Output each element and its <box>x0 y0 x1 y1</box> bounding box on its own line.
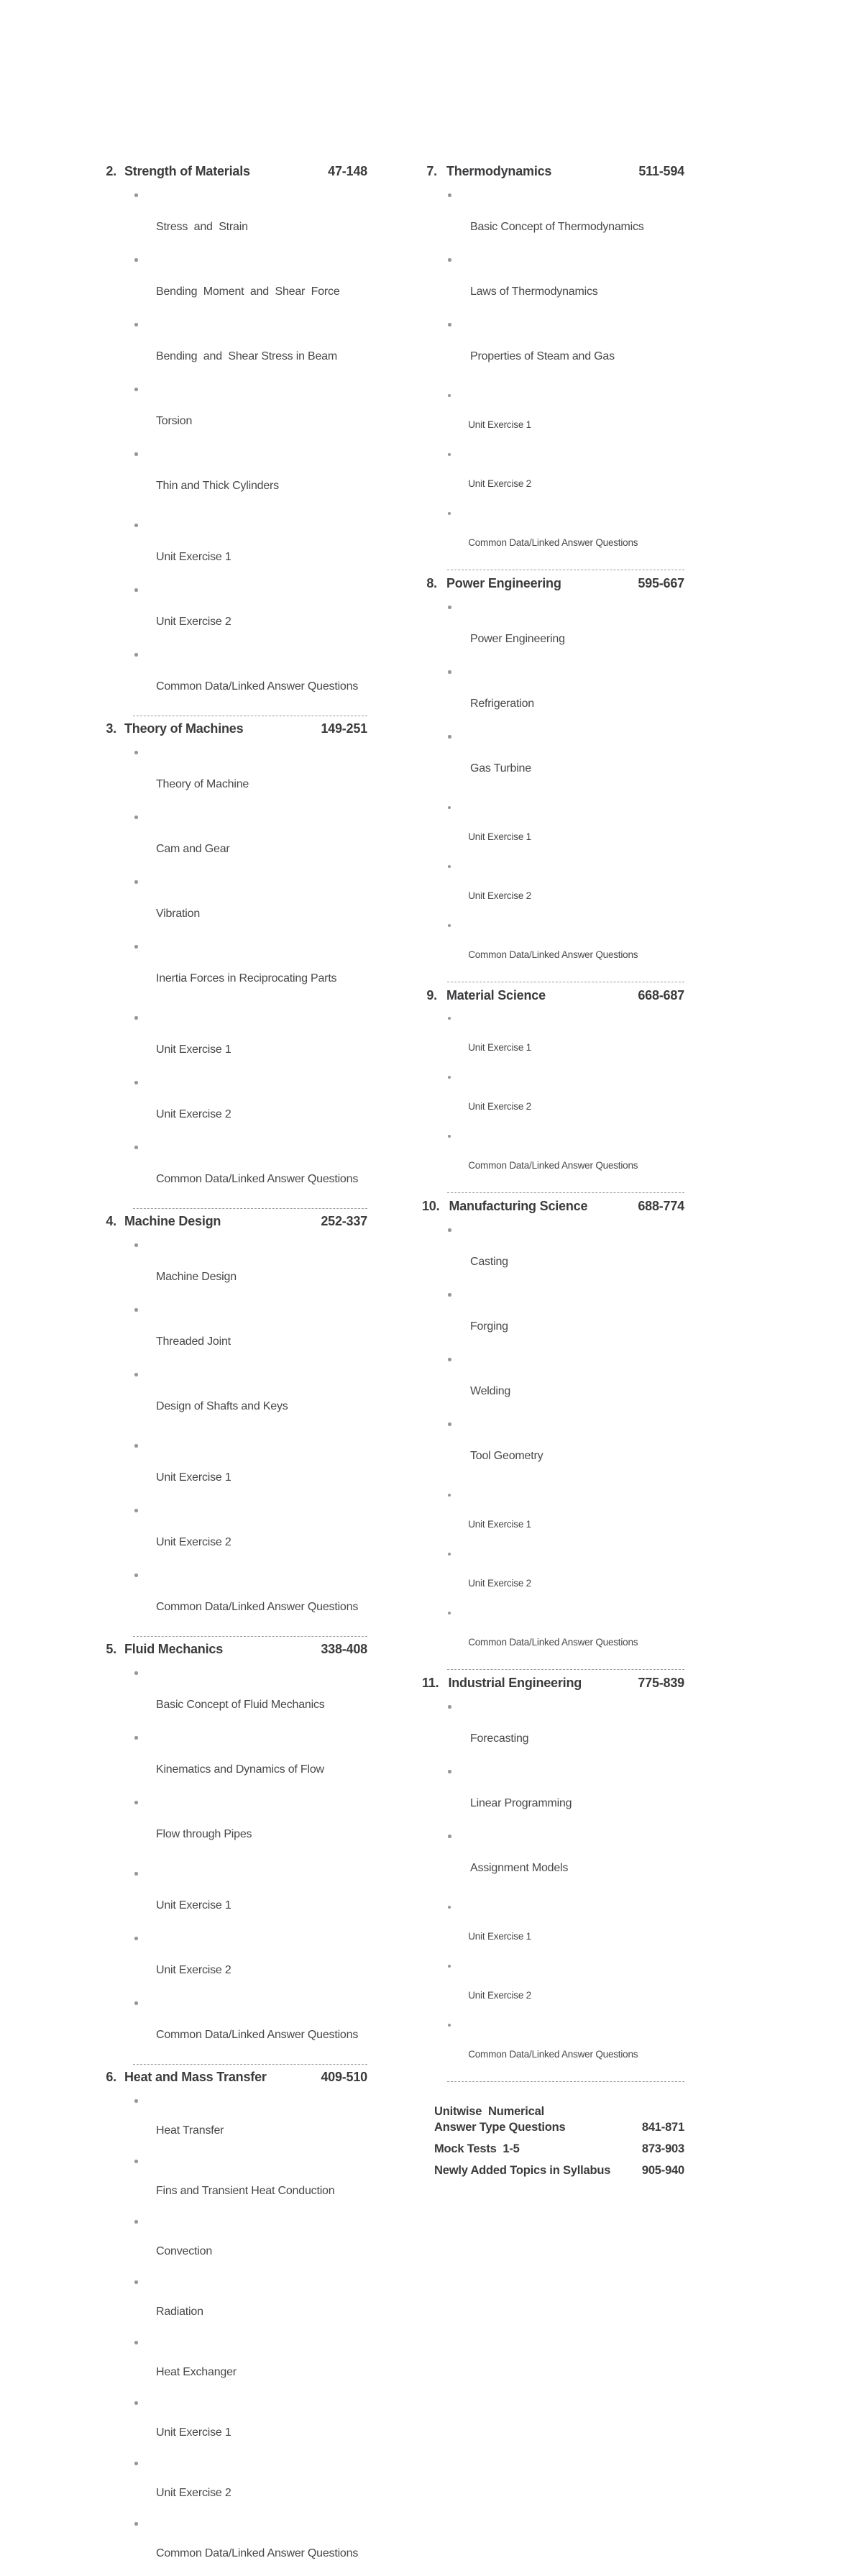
toc-item-label: Unit Exercise 1 <box>468 1931 531 1942</box>
bullet-icon <box>448 1965 451 1968</box>
toc-item-label: Common Data/Linked Answer Questions <box>155 680 359 693</box>
toc-item <box>106 1865 367 1930</box>
bullet-icon <box>134 588 138 592</box>
section-number: 4. <box>106 1214 116 1228</box>
toc-item-label: Unit Exercise 2 <box>468 890 531 901</box>
toc-column-left <box>106 164 367 2576</box>
toc-item <box>106 2516 367 2576</box>
bullet-icon <box>448 512 451 515</box>
toc-item-label: Unit Exercise 1 <box>468 831 531 842</box>
toc-item <box>422 1416 684 1481</box>
toc-item-label: Unit Exercise 2 <box>468 478 531 489</box>
toc-item-label: Fins and Transient Heat Conduction <box>155 2185 335 2197</box>
section-number: 9. <box>426 988 437 1002</box>
bullet-icon <box>134 816 138 819</box>
section-header <box>422 1199 684 1214</box>
bullet-icon <box>448 1135 451 1138</box>
toc-item-label: Refrigeration <box>469 698 534 710</box>
bullet-icon <box>448 1770 451 1773</box>
toc-item-label: Design of Shafts and Keys <box>155 1400 288 1412</box>
toc-item <box>106 809 367 874</box>
toc-section <box>106 2070 367 2576</box>
toc-item <box>106 187 367 252</box>
exercise-list <box>422 800 684 977</box>
section-page-range: 688-774 <box>638 1199 684 1213</box>
bullet-icon <box>448 1906 451 1909</box>
section-header <box>106 721 367 736</box>
toc-item <box>422 1828 684 1893</box>
extra-title-line: Mock Tests 1-5 <box>434 2142 520 2155</box>
section-title: Strength of Materials <box>124 164 250 178</box>
extra-page-range: 905-940 <box>641 2164 684 2177</box>
toc-item-label: Radiation <box>155 2306 203 2318</box>
toc-item <box>106 517 367 582</box>
toc-item-label: Basic Concept of Fluid Mechanics <box>155 1699 325 1711</box>
toc-item <box>422 599 684 664</box>
toc-item-label: Inertia Forces in Reciprocating Parts <box>155 972 337 985</box>
toc-item-label: Unit Exercise 2 <box>155 1536 231 1548</box>
section-title: Fluid Mechanics <box>124 1642 224 1656</box>
extra-title <box>434 2104 566 2135</box>
toc-item <box>422 1606 684 1665</box>
bullet-icon <box>134 1016 138 1020</box>
toc-item-label: Common Data/Linked Answer Questions <box>155 2547 359 2559</box>
toc-item <box>422 1900 684 1959</box>
toc-item-label: Unit Exercise 2 <box>468 1578 531 1589</box>
bullet-icon <box>134 323 138 326</box>
bullet-icon <box>134 2160 138 2163</box>
toc-item-label: Unit Exercise 1 <box>468 1042 531 1053</box>
toc-item <box>422 1488 684 1547</box>
toc-item-label: Unit Exercise 2 <box>468 1101 531 1112</box>
bullet-icon <box>448 865 451 868</box>
toc-item-label: Unit Exercise 1 <box>468 419 531 430</box>
bullet-icon <box>448 1017 451 1020</box>
toc-item-label: Tool Geometry <box>469 1450 543 1462</box>
bullet-icon <box>134 193 138 197</box>
toc-item <box>106 1302 367 1366</box>
bullet-icon <box>134 1574 138 1577</box>
bullet-icon <box>134 1308 138 1312</box>
toc-item <box>106 1074 367 1139</box>
exercise-list <box>422 1900 684 2077</box>
toc-item-label: Bending Moment and Shear Force <box>155 286 340 298</box>
toc-item <box>106 938 367 1003</box>
toc-item-label: Unit Exercise 1 <box>468 1519 531 1530</box>
bullet-icon <box>134 880 138 884</box>
toc-item-label: Unit Exercise 1 <box>155 551 231 563</box>
bullet-icon <box>134 2001 138 2005</box>
toc-item-label: Common Data/Linked Answer Questions <box>155 2029 359 2041</box>
toc-item <box>422 1351 684 1416</box>
toc-item <box>422 664 684 729</box>
topic-list <box>422 599 684 793</box>
section-divider <box>447 2081 684 2082</box>
section-title: Power Engineering <box>446 576 561 590</box>
toc-item <box>422 316 684 381</box>
toc-item <box>422 388 684 447</box>
bullet-icon <box>448 1494 451 1497</box>
toc-item <box>422 1959 684 2018</box>
toc-item-label: Unit Exercise 2 <box>468 1990 531 2001</box>
toc-item <box>422 187 684 252</box>
section-divider <box>447 1669 684 1670</box>
toc-section <box>422 164 684 570</box>
section-divider <box>133 1208 367 1209</box>
topic-list <box>422 187 684 381</box>
bullet-icon <box>134 2522 138 2526</box>
toc-item-label: Common Data/Linked Answer Questions <box>155 1601 359 1613</box>
section-number: 11. <box>422 1676 439 1690</box>
section-header <box>422 988 684 1003</box>
toc-item <box>106 1010 367 1074</box>
toc-item-label: Heat Transfer <box>155 2124 224 2137</box>
bullet-icon <box>448 735 451 739</box>
section-page-range: 511-594 <box>638 164 684 178</box>
toc-section <box>422 1199 684 1670</box>
section-number: 3. <box>106 721 116 736</box>
toc-item <box>106 2455 367 2516</box>
toc-item <box>106 381 367 446</box>
bullet-icon <box>134 2462 138 2465</box>
topic-list <box>106 1237 367 1431</box>
exercise-list <box>422 388 684 565</box>
toc-item-label: Unit Exercise 1 <box>155 2426 231 2439</box>
bullet-icon <box>448 806 451 809</box>
toc-section <box>106 1642 367 2065</box>
toc-item <box>422 800 684 859</box>
toc-item <box>106 2334 367 2395</box>
bullet-icon <box>448 453 451 456</box>
section-number: 7. <box>426 164 437 178</box>
toc-item-label: Forecasting <box>469 1732 529 1745</box>
extra-page-range: 873-903 <box>641 2142 684 2155</box>
extra-title-line: Unitwise Numerical <box>434 2105 544 2118</box>
bullet-icon <box>134 1243 138 1247</box>
bullet-icon <box>134 2401 138 2405</box>
toc-item <box>422 859 684 918</box>
extra-entry <box>434 2104 684 2135</box>
bullet-icon <box>134 1444 138 1448</box>
topic-list <box>106 1665 367 1859</box>
bullet-icon <box>134 1146 138 1149</box>
bullet-icon <box>448 1358 451 1361</box>
bullet-icon <box>448 1612 451 1614</box>
toc-item-label: Theory of Machine <box>155 778 249 790</box>
bullet-icon <box>448 1076 451 1079</box>
bullet-icon <box>134 945 138 949</box>
section-page-range: 47-148 <box>328 164 367 178</box>
bullet-icon <box>134 388 138 391</box>
section-header <box>422 576 684 591</box>
extra-entry <box>434 2162 684 2178</box>
toc-item-label: Kinematics and Dynamics of Flow <box>155 1763 324 1776</box>
section-page-range: 149-251 <box>321 721 367 736</box>
toc-item <box>422 1763 684 1828</box>
toc-item-label: Laws of Thermodynamics <box>469 286 598 298</box>
toc-item-label: Casting <box>469 1256 508 1268</box>
toc-item-label: Common Data/Linked Answer Questions <box>468 537 638 548</box>
toc-item-label: Unit Exercise 2 <box>155 1108 231 1120</box>
toc-item-label: Common Data/Linked Answer Questions <box>468 2049 638 2060</box>
toc-item-label: Unit Exercise 2 <box>155 616 231 628</box>
toc-item <box>106 744 367 809</box>
toc-item <box>106 1366 367 1431</box>
toc-section <box>106 721 367 1209</box>
toc-item-label: Basic Concept of Thermodynamics <box>469 221 644 233</box>
toc-item <box>422 918 684 977</box>
exercise-list <box>106 1438 367 1632</box>
exercise-list <box>422 1011 684 1188</box>
toc-item <box>422 729 684 793</box>
section-divider <box>447 1192 684 1193</box>
toc-item <box>106 446 367 511</box>
bullet-icon <box>448 1705 451 1709</box>
toc-item <box>106 1237 367 1302</box>
toc-section <box>422 576 684 982</box>
toc-item <box>106 647 367 711</box>
section-header <box>106 1214 367 1229</box>
toc-item-label: Unit Exercise 2 <box>155 1964 231 1976</box>
toc-item <box>422 1287 684 1351</box>
toc-item <box>106 2274 367 2334</box>
toc-item <box>422 447 684 506</box>
section-number: 8. <box>426 576 437 590</box>
section-title: Theory of Machines <box>124 721 244 736</box>
toc-item-label: Unit Exercise 2 <box>155 2487 231 2499</box>
bullet-icon <box>134 2099 138 2103</box>
toc-item-label: Torsion <box>155 415 193 427</box>
toc-item-label: Heat Exchanger <box>155 2366 237 2378</box>
extra-entry <box>434 2141 684 2157</box>
toc-item <box>106 2093 367 2153</box>
toc-item-label: Bending and Shear Stress in Beam <box>155 350 338 362</box>
bullet-icon <box>448 1553 451 1556</box>
toc-item <box>106 2395 367 2455</box>
toc-item <box>422 1070 684 1129</box>
topic-list <box>422 1699 684 1893</box>
topic-list <box>106 744 367 1003</box>
section-page-range: 595-667 <box>638 576 684 590</box>
section-number: 5. <box>106 1642 116 1656</box>
section-header <box>106 164 367 179</box>
toc-item-label: Thin and Thick Cylinders <box>155 480 279 492</box>
toc-item <box>422 1222 684 1287</box>
extra-page-range: 841-871 <box>641 2121 684 2134</box>
exercise-list <box>422 1488 684 1665</box>
bullet-icon <box>134 1509 138 1512</box>
section-number: 6. <box>106 2070 116 2084</box>
bullet-icon <box>134 751 138 754</box>
extra-title-line: Answer Type Questions <box>434 2121 566 2134</box>
section-page-range: 409-510 <box>321 2070 367 2084</box>
bullet-icon <box>134 653 138 657</box>
bullet-icon <box>448 258 451 262</box>
extra-title <box>434 2162 610 2178</box>
toc-item <box>422 1011 684 1070</box>
section-title: Material Science <box>446 988 546 1002</box>
toc-item-label: Welding <box>469 1385 511 1397</box>
bullet-icon <box>134 1801 138 1804</box>
toc-item-label: Gas Turbine <box>469 762 531 775</box>
exercise-list <box>106 517 367 711</box>
bullet-icon <box>448 2024 451 2027</box>
bullet-icon <box>134 2280 138 2284</box>
toc-item-label: Stress and Strain <box>155 221 248 233</box>
bullet-icon <box>448 924 451 927</box>
section-divider <box>133 2064 367 2065</box>
bullet-icon <box>134 1937 138 1940</box>
extra-entries <box>422 2104 684 2178</box>
toc-item-label: Unit Exercise 1 <box>155 1471 231 1484</box>
toc-item <box>106 1665 367 1730</box>
toc-item-label: Linear Programming <box>469 1797 572 1809</box>
toc-item-label: Common Data/Linked Answer Questions <box>155 1173 359 1185</box>
toc-item <box>422 506 684 565</box>
bullet-icon <box>448 670 451 674</box>
toc-column-right <box>422 164 684 2576</box>
extra-title-line: Newly Added Topics in Syllabus <box>434 2164 611 2177</box>
toc-item <box>106 2153 367 2214</box>
toc-item <box>106 1502 367 1567</box>
extra-title <box>434 2141 520 2157</box>
section-header <box>422 164 684 179</box>
bullet-icon <box>134 452 138 456</box>
toc-item <box>422 2018 684 2077</box>
section-page-range: 338-408 <box>321 1642 367 1656</box>
toc-item <box>422 1547 684 1606</box>
toc-item-label: Common Data/Linked Answer Questions <box>468 1637 638 1648</box>
toc-section <box>106 164 367 716</box>
table-of-contents <box>106 164 684 2576</box>
toc-item <box>106 1995 367 2060</box>
toc-item-label: Threaded Joint <box>155 1335 231 1348</box>
toc-item-label: Cam and Gear <box>155 843 230 855</box>
bullet-icon <box>134 258 138 262</box>
bullet-icon <box>448 193 451 197</box>
bullet-icon <box>134 2220 138 2224</box>
section-divider <box>133 1636 367 1637</box>
toc-item <box>106 1794 367 1859</box>
bullet-icon <box>448 1422 451 1426</box>
toc-item <box>106 582 367 647</box>
bullet-icon <box>448 1293 451 1297</box>
toc-item <box>106 1438 367 1502</box>
topic-list <box>106 2093 367 2576</box>
section-title: Manufacturing Science <box>449 1199 588 1213</box>
toc-item-label: Power Engineering <box>469 633 565 645</box>
bullet-icon <box>448 394 451 397</box>
toc-item <box>106 1930 367 1995</box>
toc-section <box>106 1214 367 1637</box>
toc-item <box>422 252 684 316</box>
section-header <box>106 2070 367 2085</box>
toc-item <box>106 1567 367 1632</box>
section-header <box>422 1676 684 1691</box>
toc-item <box>106 2214 367 2274</box>
bullet-icon <box>448 606 451 609</box>
toc-section <box>422 988 684 1193</box>
toc-item-label: Convection <box>155 2245 213 2257</box>
section-page-range: 775-839 <box>638 1676 684 1690</box>
topic-list <box>422 1222 684 1481</box>
section-number: 10. <box>422 1199 440 1213</box>
bullet-icon <box>134 1671 138 1675</box>
toc-item-label: Assignment Models <box>469 1862 569 1874</box>
toc-item-label: Properties of Steam and Gas <box>469 350 615 362</box>
toc-item <box>422 1699 684 1763</box>
bullet-icon <box>134 1081 138 1084</box>
section-page-range: 252-337 <box>321 1214 367 1228</box>
toc-item-label: Forging <box>469 1320 508 1333</box>
toc-item-label: Vibration <box>155 908 201 920</box>
section-title: Machine Design <box>124 1214 221 1228</box>
toc-item-label: Unit Exercise 1 <box>155 1899 231 1912</box>
bullet-icon <box>448 323 451 326</box>
section-header <box>106 1642 367 1657</box>
toc-item <box>106 874 367 938</box>
toc-item <box>422 1129 684 1188</box>
toc-section <box>422 1676 684 2082</box>
exercise-list <box>106 1010 367 1204</box>
bullet-icon <box>134 2341 138 2344</box>
toc-item <box>106 1139 367 1204</box>
section-number: 2. <box>106 164 116 178</box>
exercise-list <box>106 1865 367 2060</box>
bullet-icon <box>448 1228 451 1232</box>
section-page-range: 668-687 <box>638 988 684 1002</box>
bullet-icon <box>448 1835 451 1838</box>
section-title: Heat and Mass Transfer <box>124 2070 267 2084</box>
toc-item <box>106 316 367 381</box>
toc-item-label: Unit Exercise 1 <box>155 1043 231 1056</box>
toc-item-label: Common Data/Linked Answer Questions <box>468 949 638 960</box>
topic-list <box>106 187 367 511</box>
bullet-icon <box>134 1736 138 1740</box>
section-title: Industrial Engineering <box>448 1676 582 1690</box>
bullet-icon <box>134 1373 138 1376</box>
toc-item-label: Flow through Pipes <box>155 1828 252 1840</box>
toc-item <box>106 252 367 316</box>
bullet-icon <box>134 1872 138 1876</box>
toc-item-label: Common Data/Linked Answer Questions <box>468 1160 638 1171</box>
bullet-icon <box>134 524 138 527</box>
toc-item <box>106 1730 367 1794</box>
section-title: Thermodynamics <box>446 164 552 178</box>
toc-item-label: Machine Design <box>155 1271 237 1283</box>
